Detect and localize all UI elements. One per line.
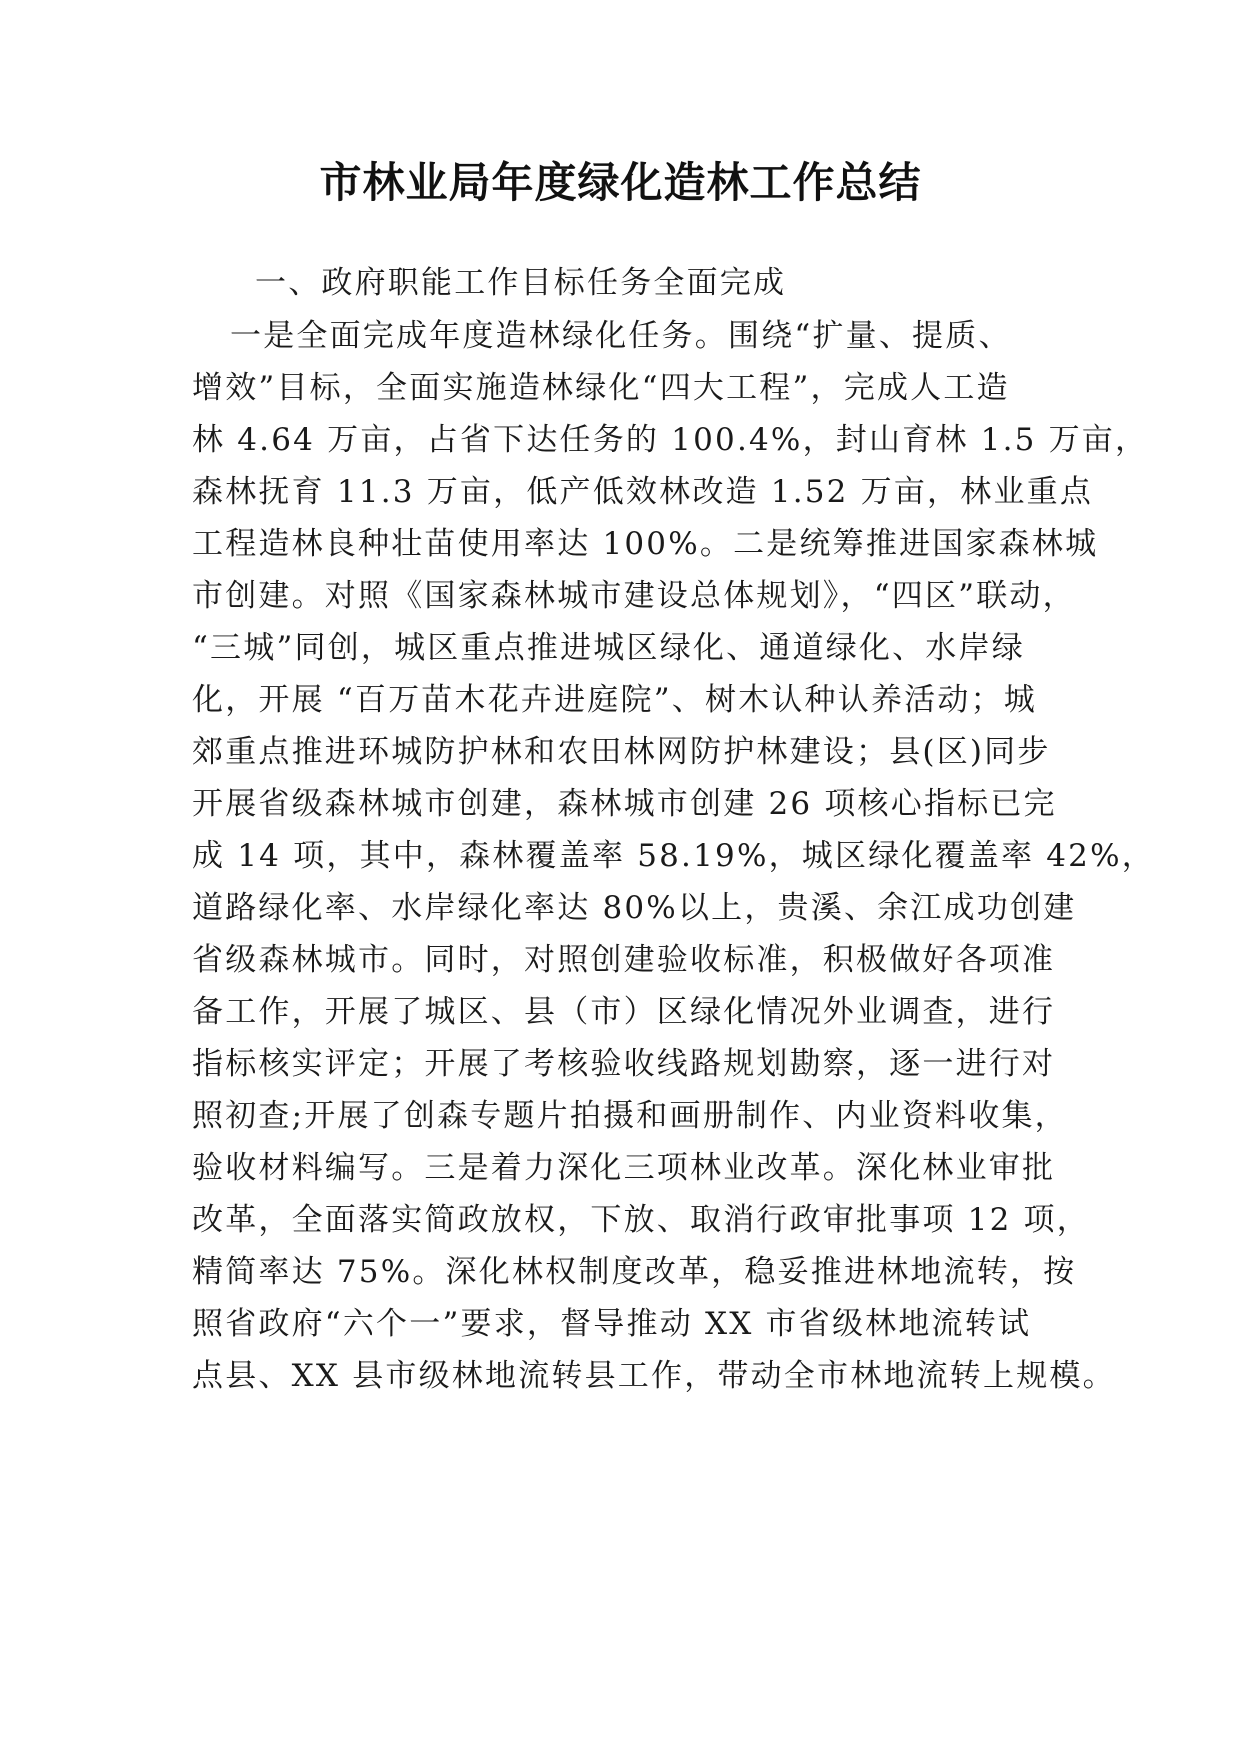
paragraph-line: 照初查;开展了创森专题片拍摄和画册制作、内业资料收集， <box>192 1098 1068 1134</box>
paragraph-line: 一是全面完成年度造林绿化任务。围绕“扩量、提质、 <box>230 318 1012 354</box>
paragraph-line: 工程造林良种壮苗使用率达 100%。二是统筹推进国家森林城 <box>192 526 1099 562</box>
paragraph-line: 点县、XX 县市级林地流转县工作，带动全市林地流转上规模。 <box>192 1358 1116 1394</box>
paragraph-line: 照省政府“六个一”要求，督导推动 XX 市省级林地流转试 <box>192 1306 1032 1342</box>
paragraph-line: 开展省级森林城市创建，森林城市创建 26 项核心指标已完 <box>192 786 1057 822</box>
paragraph-line: 改革，全面落实简政放权，下放、取消行政审批事项 12 项， <box>192 1202 1090 1238</box>
paragraph-line: 林 4.64 万亩，占省下达任务的 100.4%，封山育林 1.5 万亩， <box>192 422 1149 458</box>
paragraph-line: 森林抚育 11.3 万亩，低产低效林改造 1.52 万亩，林业重点 <box>192 474 1094 510</box>
paragraph-line: 成 14 项，其中，森林覆盖率 58.19%，城区绿化覆盖率 42%， <box>192 838 1155 874</box>
paragraph-line: 省级森林城市。同时，对照创建验收标准，积极做好各项准 <box>192 942 1056 978</box>
paragraph-line: 郊重点推进环城防护林和农田林网防护林建设；县(区)同步 <box>192 734 1051 770</box>
paragraph-line: 市创建。对照《国家森林城市建设总体规划》，“四区”联动， <box>192 578 1076 614</box>
paragraph-line: 备工作，开展了城区、县（市）区绿化情况外业调查，进行 <box>192 994 1056 1030</box>
section-heading: 一、政府职能工作目标任务全面完成 <box>255 265 787 301</box>
paragraph-line: 精简率达 75%。深化林权制度改革，稳妥推进林地流转，按 <box>192 1254 1077 1290</box>
paragraph-line: 增效”目标，全面实施造林绿化“四大工程”，完成人工造 <box>192 370 1010 406</box>
paragraph-line: 验收材料编写。三是着力深化三项林业改革。深化林业审批 <box>192 1150 1056 1186</box>
paragraph-line: “三城”同创，城区重点推进城区绿化、通道绿化、水岸绿 <box>192 630 1025 666</box>
paragraph-line: 道路绿化率、水岸绿化率达 80%以上，贵溪、余江成功创建 <box>192 890 1077 926</box>
paragraph-line: 指标核实评定；开展了考核验收线路规划勘察，逐一进行对 <box>192 1046 1056 1082</box>
paragraph-line: 化，开展 “百万苗木花卉进庭院”、树木认种认养活动；城 <box>192 682 1037 718</box>
document-title: 市林业局年度绿化造林工作总结 <box>319 158 922 207</box>
